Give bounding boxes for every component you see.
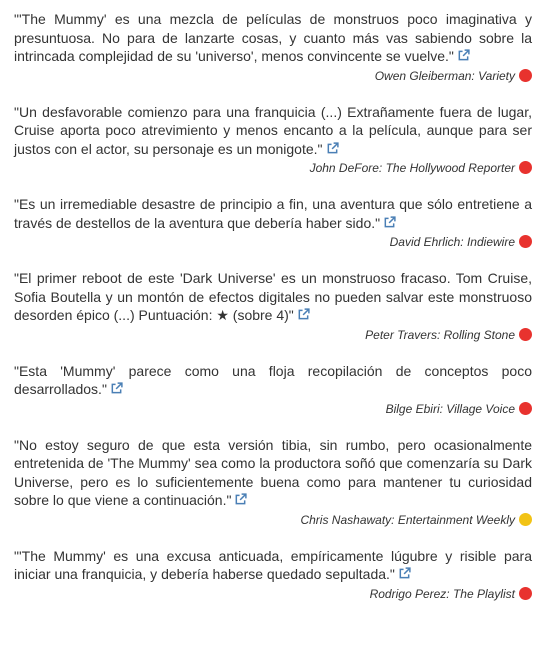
review-quote-text: "El primer reboot de este 'Dark Universe' es un monstruoso fracaso. Tom Cruise, Sofia Boutella y un montón de efectos digitales no pueden salvar este monstruoso desorden épico (...) Puntuación: ★ (sobre 4)"	[14, 270, 532, 323]
critic-name: Owen Gleiberman: Variety	[374, 68, 515, 83]
review-quote-text: "Un desfavorable comienzo para una franquicia (...) Extrañamente fuera de lugar, Cruise aporta poco atrevimiento y menos encanto a la película, aunque para ser justos con el actor, su personaje es un monigote."	[14, 103, 532, 157]
rating-indicator	[519, 235, 532, 248]
review-byline	[14, 234, 532, 250]
review-byline	[14, 160, 532, 176]
rating-indicator	[519, 328, 532, 341]
review-item	[14, 269, 532, 343]
external-link-icon[interactable]	[383, 216, 396, 229]
review-quote-text: "Esta 'Mummy' parece como una floja recopilación de conceptos poco desarrollados."	[14, 362, 532, 397]
rating-indicator	[519, 513, 532, 526]
review-item	[14, 103, 532, 177]
review-quote-text: "'The Mummy' es una excusa anticuada, empíricamente lúgubre y risible para iniciar una franquicia, y debería haberse quedado sepultada."	[14, 547, 532, 582]
critic-name: Peter Travers: Rolling Stone	[365, 327, 515, 342]
review-quote-text: "'The Mummy' es una mezcla de películas de monstruos poco imaginativa y presuntuosa. No para de lanzarte cosas, y cuanto más vas sabiendo sobre la intrincada complejidad de su 'universo', menos convincente se vuelve."	[14, 11, 532, 64]
rating-indicator	[519, 402, 532, 415]
external-link-icon[interactable]	[398, 567, 411, 580]
review-quote	[14, 362, 532, 399]
review-quote	[14, 10, 532, 66]
review-byline	[14, 586, 532, 602]
external-link-icon[interactable]	[297, 308, 310, 321]
rating-indicator	[519, 587, 532, 600]
rating-indicator	[519, 161, 532, 174]
external-link-icon[interactable]	[457, 49, 470, 62]
review-quote	[14, 436, 532, 510]
rating-indicator	[519, 69, 532, 82]
review-item	[14, 436, 532, 528]
review-quote-text: "No estoy seguro de que esta versión tibia, sin rumbo, pero ocasionalmente entretenida de 'The Mummy' sea como la productora soñó que comenzaría su Dark Universe, pero es lo suficientemente buena como para mantener tu curiosidad sobre lo que viene a continuación."	[14, 436, 532, 508]
external-link-icon[interactable]	[326, 142, 339, 155]
external-link-icon[interactable]	[110, 382, 123, 395]
critic-name: Rodrigo Perez: The Playlist	[369, 586, 515, 601]
critic-name: John DeFore: The Hollywood Reporter	[309, 161, 515, 175]
review-byline	[14, 512, 532, 528]
review-byline	[14, 401, 532, 417]
review-quote	[14, 195, 532, 232]
review-quote	[14, 547, 532, 584]
external-link-icon[interactable]	[234, 493, 247, 506]
review-item	[14, 195, 532, 250]
review-item	[14, 10, 532, 84]
review-quote-text: "Es un irremediable desastre de principio a fin, una aventura que sólo entretiene a través de destellos de la aventura que debería haber sido."	[14, 196, 532, 231]
critic-name: David Ehrlich: Indiewire	[389, 235, 515, 249]
critic-name: Bilge Ebiri: Village Voice	[385, 401, 515, 416]
review-quote	[14, 269, 532, 325]
critic-name: Chris Nashawaty: Entertainment Weekly	[300, 512, 515, 527]
review-byline	[14, 327, 532, 343]
review-byline	[14, 68, 532, 84]
review-item	[14, 547, 532, 602]
review-item	[14, 362, 532, 417]
review-quote	[14, 103, 532, 159]
